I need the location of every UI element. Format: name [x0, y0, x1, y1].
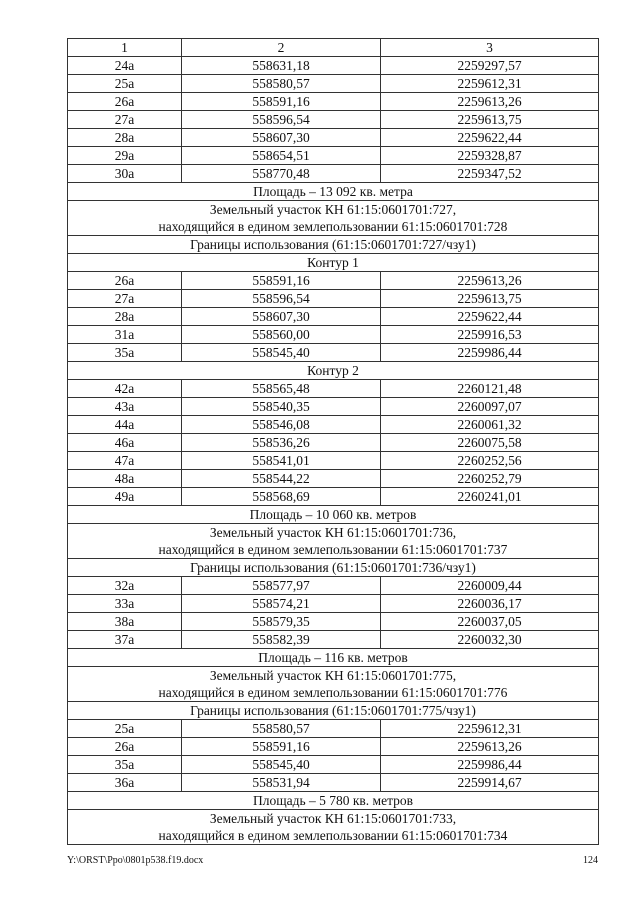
column-header-1: 1	[68, 39, 182, 57]
table-row	[68, 416, 599, 434]
table-row	[68, 380, 599, 398]
point-label-cell: 30а	[68, 165, 182, 183]
y-coordinate-cell: 2259613,26	[381, 93, 599, 111]
section-cell	[68, 649, 599, 667]
x-coordinate-cell: 558770,48	[182, 165, 381, 183]
section-text: находящийся в едином землепользовании 61:15:0601701:734	[158, 828, 508, 843]
table-row	[68, 595, 599, 613]
y-coordinate-cell: 2259914,67	[381, 774, 599, 792]
table-row	[68, 613, 599, 631]
section-text: Границы использования (61:15:0601701:775/чзу1)	[190, 703, 476, 718]
table-row	[68, 93, 599, 111]
section-row	[68, 183, 599, 201]
x-coordinate-cell: 558591,16	[182, 738, 381, 756]
x-coordinate-cell: 558580,57	[182, 75, 381, 93]
x-coordinate-cell: 558591,16	[182, 93, 381, 111]
y-coordinate-cell: 2259986,44	[381, 756, 599, 774]
table-row	[68, 344, 599, 362]
table-row	[68, 756, 599, 774]
y-coordinate-cell: 2259622,44	[381, 308, 599, 326]
coordinates-table	[67, 38, 599, 845]
y-coordinate-cell: 2260036,17	[381, 595, 599, 613]
column-header-3: 3	[381, 39, 599, 57]
column-header-2: 2	[182, 39, 381, 57]
point-label-cell: 47а	[68, 452, 182, 470]
section-text: находящийся в едином землепользовании 61:15:0601701:737	[158, 542, 508, 557]
point-label-cell: 26а	[68, 93, 182, 111]
y-coordinate-cell: 2259612,31	[381, 75, 599, 93]
x-coordinate-cell: 558582,39	[182, 631, 381, 649]
section-cell	[68, 792, 599, 810]
section-row	[68, 362, 599, 380]
x-coordinate-cell: 558541,01	[182, 452, 381, 470]
y-coordinate-cell: 2259613,26	[381, 272, 599, 290]
section-cell	[68, 236, 599, 254]
point-label-cell: 24а	[68, 57, 182, 75]
point-label-cell: 27а	[68, 290, 182, 308]
table-row	[68, 631, 599, 649]
x-coordinate-cell: 558577,97	[182, 577, 381, 595]
y-coordinate-cell: 2260121,48	[381, 380, 599, 398]
table-row	[68, 290, 599, 308]
x-coordinate-cell: 558544,22	[182, 470, 381, 488]
point-label-cell: 46а	[68, 434, 182, 452]
table-row	[68, 75, 599, 93]
x-coordinate-cell: 558596,54	[182, 111, 381, 129]
point-label-cell: 32а	[68, 577, 182, 595]
table-row	[68, 111, 599, 129]
table-row	[68, 434, 599, 452]
x-coordinate-cell: 558568,69	[182, 488, 381, 506]
point-label-cell: 44а	[68, 416, 182, 434]
section-row	[68, 201, 599, 236]
y-coordinate-cell: 2259328,87	[381, 147, 599, 165]
table-row	[68, 147, 599, 165]
y-coordinate-cell: 2259613,75	[381, 111, 599, 129]
table-row	[68, 398, 599, 416]
section-text: Земельный участок КН 61:15:0601701:727,	[209, 202, 457, 217]
x-coordinate-cell: 558607,30	[182, 129, 381, 147]
point-label-cell: 33а	[68, 595, 182, 613]
x-coordinate-cell: 558545,40	[182, 756, 381, 774]
y-coordinate-cell: 2260075,58	[381, 434, 599, 452]
section-cell	[68, 559, 599, 577]
section-text: Земельный участок КН 61:15:0601701:733,	[209, 811, 457, 826]
point-label-cell: 28а	[68, 129, 182, 147]
point-label-cell: 25а	[68, 720, 182, 738]
x-coordinate-cell: 558540,35	[182, 398, 381, 416]
section-row	[68, 702, 599, 720]
y-coordinate-cell: 2260097,07	[381, 398, 599, 416]
table-row	[68, 165, 599, 183]
table-row	[68, 326, 599, 344]
section-cell	[68, 524, 599, 559]
footer-page-number: 124	[583, 855, 598, 866]
point-label-cell: 31а	[68, 326, 182, 344]
table-row	[68, 470, 599, 488]
section-row	[68, 667, 599, 702]
section-cell	[68, 362, 599, 380]
x-coordinate-cell: 558580,57	[182, 720, 381, 738]
y-coordinate-cell: 2260241,01	[381, 488, 599, 506]
footer-file-path: Y:\ORST\Ppo\0801p538.f19.docx	[67, 855, 204, 866]
table-row	[68, 308, 599, 326]
section-text: Площадь – 5 780 кв. метров	[252, 793, 414, 808]
y-coordinate-cell: 2260032,30	[381, 631, 599, 649]
table-row	[68, 738, 599, 756]
section-row	[68, 810, 599, 845]
point-label-cell: 48а	[68, 470, 182, 488]
y-coordinate-cell: 2259986,44	[381, 344, 599, 362]
section-cell	[68, 667, 599, 702]
point-label-cell: 27а	[68, 111, 182, 129]
section-text: находящийся в едином землепользовании 61:15:0601701:728	[158, 219, 508, 234]
x-coordinate-cell: 558545,40	[182, 344, 381, 362]
point-label-cell: 26а	[68, 272, 182, 290]
y-coordinate-cell: 2259612,31	[381, 720, 599, 738]
point-label-cell: 35а	[68, 344, 182, 362]
x-coordinate-cell: 558631,18	[182, 57, 381, 75]
point-label-cell: 49а	[68, 488, 182, 506]
section-row	[68, 236, 599, 254]
point-label-cell: 37а	[68, 631, 182, 649]
point-label-cell: 43а	[68, 398, 182, 416]
table-row	[68, 272, 599, 290]
y-coordinate-cell: 2260252,56	[381, 452, 599, 470]
y-coordinate-cell: 2260009,44	[381, 577, 599, 595]
point-label-cell: 35а	[68, 756, 182, 774]
point-label-cell: 42а	[68, 380, 182, 398]
point-label-cell: 26а	[68, 738, 182, 756]
point-label-cell: 25а	[68, 75, 182, 93]
x-coordinate-cell: 558579,35	[182, 613, 381, 631]
x-coordinate-cell: 558574,21	[182, 595, 381, 613]
section-text: Площадь – 13 092 кв. метра	[253, 184, 413, 199]
table-row	[68, 577, 599, 595]
section-cell	[68, 183, 599, 201]
y-coordinate-cell: 2259916,53	[381, 326, 599, 344]
point-label-cell: 28а	[68, 308, 182, 326]
y-coordinate-cell: 2259613,75	[381, 290, 599, 308]
table-row	[68, 488, 599, 506]
y-coordinate-cell: 2260037,05	[381, 613, 599, 631]
x-coordinate-cell: 558536,26	[182, 434, 381, 452]
x-coordinate-cell: 558560,00	[182, 326, 381, 344]
section-text: Земельный участок КН 61:15:0601701:775,	[209, 668, 457, 683]
table-row	[68, 720, 599, 738]
section-text: Границы использования (61:15:0601701:727/чзу1)	[190, 237, 476, 252]
table-body	[68, 39, 599, 845]
x-coordinate-cell: 558607,30	[182, 308, 381, 326]
section-cell	[68, 506, 599, 524]
x-coordinate-cell: 558565,48	[182, 380, 381, 398]
section-text: Контур 2	[307, 363, 359, 378]
section-text: находящийся в едином землепользовании 61:15:0601701:776	[158, 685, 508, 700]
section-text: Площадь – 116 кв. метров	[258, 650, 408, 665]
y-coordinate-cell: 2259347,52	[381, 165, 599, 183]
x-coordinate-cell: 558654,51	[182, 147, 381, 165]
table-row	[68, 452, 599, 470]
y-coordinate-cell: 2260252,79	[381, 470, 599, 488]
y-coordinate-cell: 2259622,44	[381, 129, 599, 147]
section-cell	[68, 810, 599, 845]
y-coordinate-cell: 2259297,57	[381, 57, 599, 75]
section-text: Контур 1	[307, 255, 359, 270]
x-coordinate-cell: 558591,16	[182, 272, 381, 290]
table-header-row	[68, 39, 599, 57]
section-row	[68, 254, 599, 272]
y-coordinate-cell: 2260061,32	[381, 416, 599, 434]
y-coordinate-cell: 2259613,26	[381, 738, 599, 756]
section-text: Площадь – 10 060 кв. метров	[249, 507, 417, 522]
section-row	[68, 792, 599, 810]
x-coordinate-cell: 558546,08	[182, 416, 381, 434]
section-cell	[68, 254, 599, 272]
section-cell	[68, 702, 599, 720]
section-row	[68, 506, 599, 524]
x-coordinate-cell: 558531,94	[182, 774, 381, 792]
section-text: Границы использования (61:15:0601701:736/чзу1)	[190, 560, 476, 575]
section-row	[68, 559, 599, 577]
table-row	[68, 57, 599, 75]
section-cell	[68, 201, 599, 236]
section-row	[68, 649, 599, 667]
section-row	[68, 524, 599, 559]
section-text: Земельный участок КН 61:15:0601701:736,	[209, 525, 457, 540]
point-label-cell: 36а	[68, 774, 182, 792]
x-coordinate-cell: 558596,54	[182, 290, 381, 308]
point-label-cell: 29а	[68, 147, 182, 165]
point-label-cell: 38а	[68, 613, 182, 631]
table-row	[68, 774, 599, 792]
table-row	[68, 129, 599, 147]
